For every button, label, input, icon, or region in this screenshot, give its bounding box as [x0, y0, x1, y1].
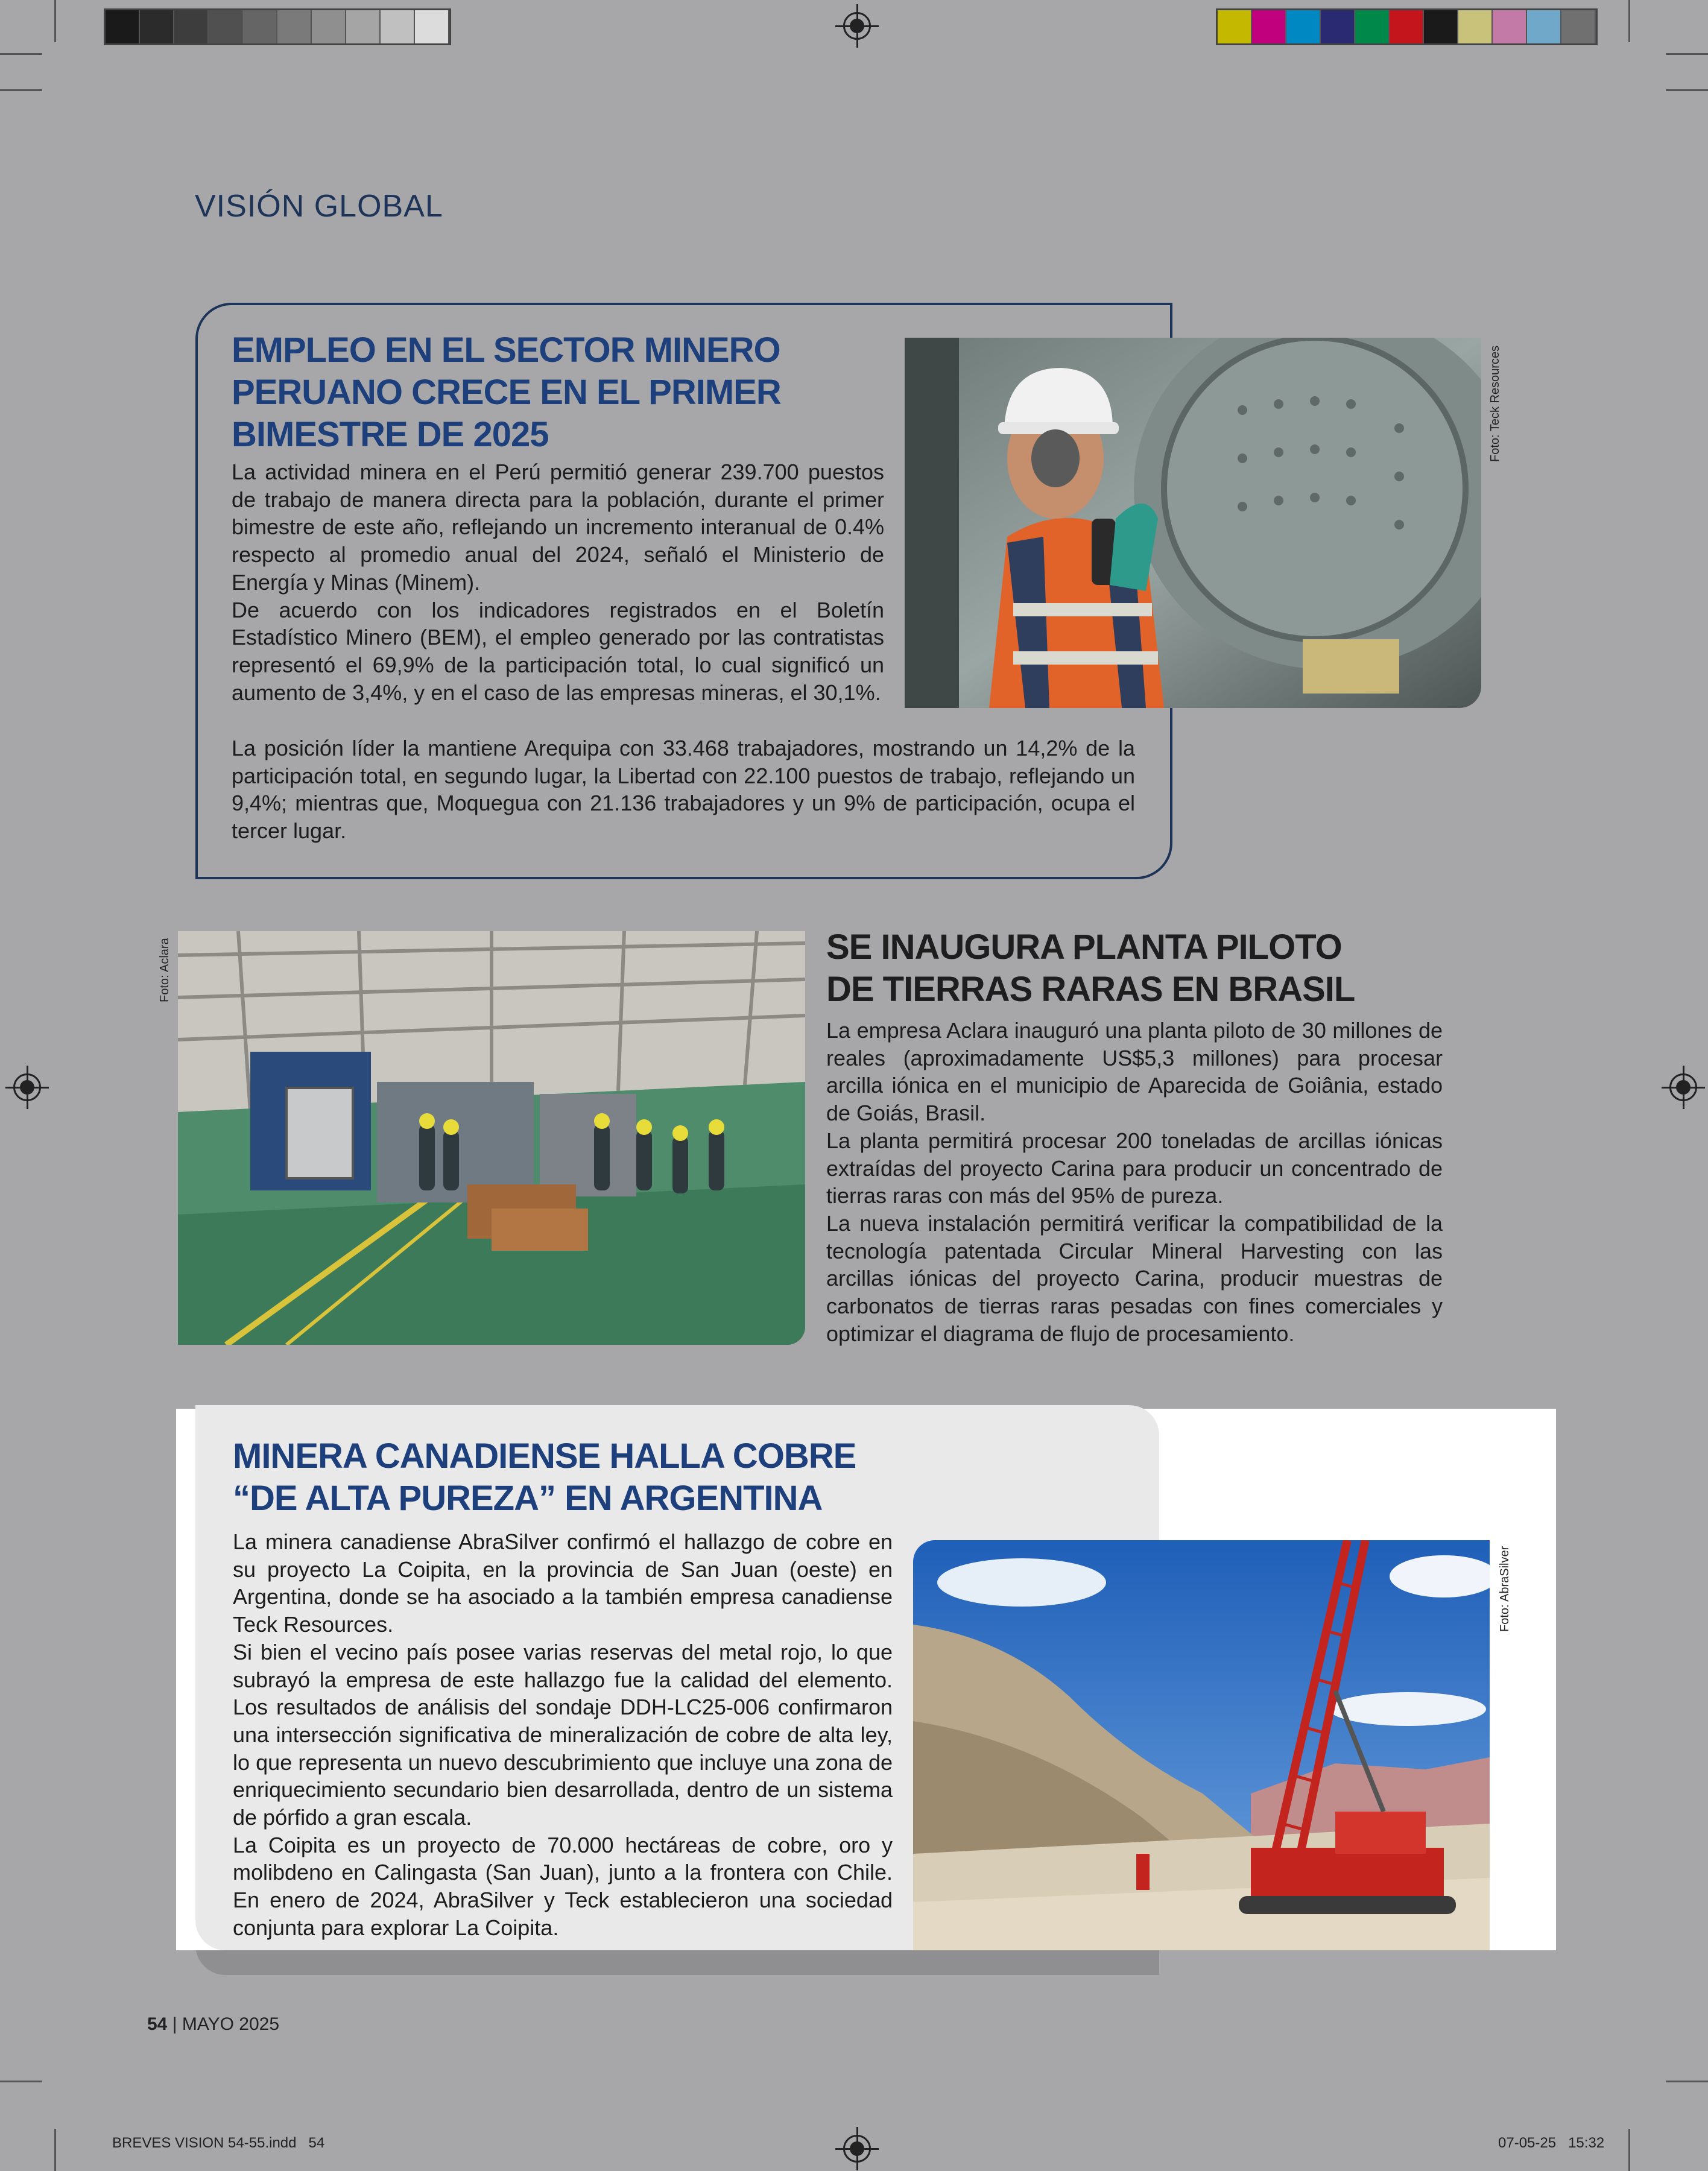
paragraph: La minera canadiense AbraSilver confirmó el hallazgo de cobre en su proyecto La Coipita, en la provincia de San Juan (oeste) en Argentina, donde se ha asociado a la también empresa canadiense Teck Resources. — [233, 1529, 893, 1637]
paragraph: De acuerdo con los indicadores registrados en el Boletín Estadístico Minero (BEM), el empleo generado por las contratistas representó el 69,9% de la participación total, lo cual significó un aumento de 3,4%, y en el caso de las empresas mineras, el 30,1%. — [232, 597, 884, 705]
article-title-planta — [826, 926, 1490, 1011]
color-swatch — [1561, 10, 1596, 43]
registration-mark-icon — [843, 2135, 871, 2163]
process-color-bar — [1216, 8, 1598, 45]
color-swatch — [277, 10, 312, 43]
color-swatch — [1355, 10, 1390, 43]
color-swatch — [174, 10, 209, 43]
page-number: 54 — [147, 2014, 168, 2034]
crop-mark — [1666, 2081, 1708, 2082]
article-body-empleo — [232, 458, 884, 706]
slug-line-file: BREVES VISION 54-55.indd 54 — [112, 2135, 325, 2151]
crop-mark — [1666, 53, 1708, 55]
color-swatch — [1527, 10, 1561, 43]
photo-mining-worker — [905, 338, 1481, 708]
grayscale-color-bar — [104, 8, 451, 45]
crop-mark — [1666, 89, 1708, 91]
article-title-empleo — [232, 329, 895, 456]
color-swatch — [1390, 10, 1424, 43]
article-body-empleo-wide — [232, 735, 1135, 845]
registration-mark-icon — [1669, 1073, 1697, 1101]
color-swatch — [346, 10, 381, 43]
registration-mark-icon — [13, 1073, 41, 1101]
color-swatch — [106, 10, 140, 43]
color-swatch — [415, 10, 449, 43]
issue-date: | MAYO 2025 — [172, 2014, 280, 2034]
page-footer — [147, 2014, 279, 2035]
paragraph: La posición líder la mantiene Arequipa con 33.468 trabajadores, mostrando un 14,2% de la participación total, en segundo lugar, la Libertad con 22.100 puestos de trabajo, reflejando un 9,4%; mientras que, Moquegua con 21.136 trabajadores y un 9% de participación, ocupa el tercer lugar. — [232, 736, 1135, 844]
color-swatch — [140, 10, 174, 43]
paragraph: Si bien el vecino país posee varias reservas del metal rojo, lo que subrayó la empresa de este hallazgo fue la calidad del elemento. Los resultados de análisis del sondaje DDH-LC25-006 confirmaron una intersección significativa de mineralización de cobre de alta ley, lo que representa un nuevo descubrimiento que incluye una zona de enriquecimiento secundario bien desarrollada, dentro de un sistema de pórfido a gran escala. — [233, 1639, 893, 1830]
color-swatch — [1493, 10, 1527, 43]
color-swatch — [1424, 10, 1458, 43]
paragraph: La actividad minera en el Perú permitió generar 239.700 puestos de trabajo de manera directa para la población, durante el primer bimestre de este año, reflejando un incremento interanual de 0.4% respecto al promedio anual del 2024, señaló el Ministerio de Energía y Minas (Minem). — [232, 460, 884, 595]
color-swatch — [312, 10, 346, 43]
paragraph: La planta permitirá procesar 200 toneladas de arcillas iónicas extraídas del proyecto Carina para producir un concentrado de tierras raras con más del 95% de pureza. — [826, 1128, 1443, 1209]
color-swatch — [243, 10, 277, 43]
title-line: SE INAUGURA PLANTA PILOTO — [826, 927, 1342, 967]
title-line: BIMESTRE DE 2025 — [232, 415, 549, 454]
section-label: VISIÓN GLOBAL — [195, 189, 443, 224]
title-line: “DE ALTA PUREZA” EN ARGENTINA — [233, 1479, 823, 1518]
crop-mark — [1628, 2129, 1630, 2171]
color-swatch — [1286, 10, 1321, 43]
crop-mark — [54, 2129, 56, 2171]
photo-credit: Foto: AbraSilver — [1498, 1546, 1511, 1632]
paragraph: La nueva instalación permitirá verificar la compatibilidad de la tecnología patentada Circular Mineral Harvesting con las arcillas iónicas del proyecto Carina, producir muestras de carbonatos de tierras raras pesadas con fines comerciales y optimizar el diagrama de flujo de procesamiento. — [826, 1210, 1443, 1346]
color-swatch — [1252, 10, 1286, 43]
registration-mark-icon — [843, 12, 871, 40]
photo-credit: Foto: Teck Resources — [1488, 345, 1502, 462]
article-title-cobre — [233, 1435, 1017, 1520]
color-swatch — [1458, 10, 1493, 43]
paragraph: La empresa Aclara inauguró una planta piloto de 30 millones de reales (aproximadamente US$5,3 millones) para procesar arcilla iónica en el municipio de Aparecida de Goiânia, estado de Goiás, Brasil. — [826, 1018, 1443, 1126]
photo-credit: Foto: Aclara — [158, 938, 171, 1002]
title-line: PERUANO CRECE EN EL PRIMER — [232, 373, 781, 412]
article-body-cobre — [233, 1528, 893, 1942]
paragraph: La Coipita es un proyecto de 70.000 hectáreas de cobre, oro y molibdeno en Calingasta (San Juan), junto a la frontera con Chile. En enero de 2024, AbraSilver y Teck establecieron una sociedad conjunta para explorar La Coipita. — [233, 1832, 893, 1940]
title-line: DE TIERRAS RARAS EN BRASIL — [826, 970, 1355, 1009]
color-swatch — [381, 10, 415, 43]
photo-pilot-plant — [178, 931, 805, 1345]
crop-mark — [54, 0, 56, 42]
crop-mark — [1628, 0, 1630, 42]
crop-mark — [0, 2081, 42, 2082]
color-swatch — [209, 10, 243, 43]
crop-mark — [0, 89, 42, 91]
crop-mark — [0, 53, 42, 55]
photo-drilling-rig — [913, 1540, 1490, 1950]
article-body-planta — [826, 1017, 1443, 1347]
title-line: EMPLEO EN EL SECTOR MINERO — [232, 330, 780, 370]
color-swatch — [1321, 10, 1355, 43]
color-swatch — [1218, 10, 1252, 43]
title-line: MINERA CANADIENSE HALLA COBRE — [233, 1436, 856, 1476]
slug-line-datetime: 07-05-25 15:32 — [1498, 2135, 1605, 2151]
